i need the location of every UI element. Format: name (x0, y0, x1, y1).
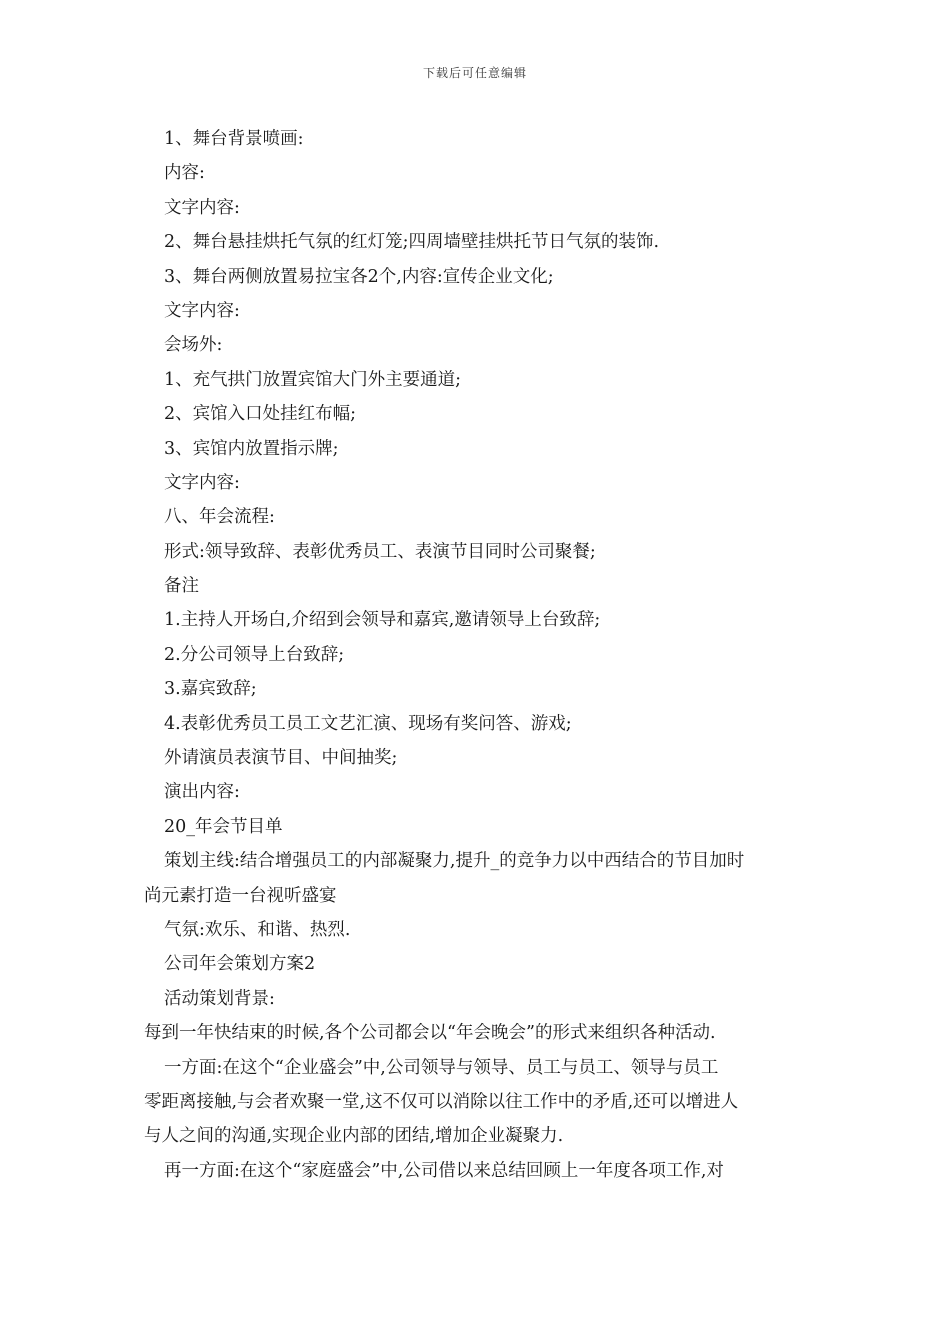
paragraph-line: 八、年会流程: (164, 507, 275, 528)
document-body (144, 122, 814, 1188)
paragraph-line: 活动策划背景: (164, 988, 275, 1009)
paragraph-line: 零距离接触,与会者欢聚一堂,这不仅可以消除以往工作中的矛盾,还可以增进人 (144, 1091, 739, 1112)
paragraph-line: 1、充气拱门放置宾馆大门外主要通道; (164, 369, 462, 390)
paragraph-line: 2、宾馆入口处挂红布幅; (164, 404, 357, 425)
paragraph-line: 3、宾馆内放置指示牌; (164, 438, 339, 459)
paragraph-line: 1、舞台背景喷画: (164, 129, 304, 149)
paragraph-line: 再一方面:在这个“家庭盛会”中,公司借以来总结回顾上一年度各项工作,对 (164, 1160, 724, 1181)
paragraph-line: 备注 (164, 576, 199, 597)
paragraph-line: 形式:领导致辞、表彰优秀员工、表演节目同时公司聚餐; (164, 541, 596, 562)
paragraph-line: 一方面:在这个“企业盛会”中,公司领导与领导、员工与员工、领导与员工 (164, 1057, 719, 1078)
paragraph-line: 会场外: (164, 335, 223, 356)
paragraph-line: 4.表彰优秀员工员工文艺汇演、现场有奖问答、游戏; (164, 713, 572, 734)
paragraph-line: 文字内容: (164, 197, 240, 218)
paragraph-line: 策划主线:结合增强员工的内部凝聚力,提升_的竞争力以中西结合的节目加时 (164, 851, 745, 872)
paragraph-line: 3、舞台两侧放置易拉宝各2个,内容:宣传企业文化; (164, 266, 554, 287)
paragraph-line: 演出内容: (164, 782, 240, 803)
paragraph-line: 气氛:欢乐、和谐、热烈. (164, 919, 351, 940)
paragraph-line: 尚元素打造一台视听盛宴 (144, 885, 337, 906)
paragraph-line: 2、舞台悬挂烘托气氛的红灯笼;四周墙壁挂烘托节日气氛的装饰. (164, 232, 660, 253)
paragraph-line: 20_年会节目单 (164, 816, 283, 837)
paragraph-line: 文字内容: (164, 472, 240, 493)
paragraph-line: 外请演员表演节目、中间抽奖; (164, 748, 398, 769)
paragraph-line: 1.主持人开场白,介绍到会领导和嘉宾,邀请领导上台致辞; (164, 610, 601, 631)
page-header: 下载后可任意编辑 (422, 66, 527, 80)
paragraph-line: 与人之间的沟通,实现企业内部的团结,增加企业凝聚力. (144, 1126, 564, 1147)
paragraph-line: 内容: (164, 163, 205, 184)
paragraph-line: 每到一年快结束的时候,各个公司都会以“年会晚会”的形式来组织各种活动. (144, 1023, 716, 1044)
paragraph-line: 公司年会策划方案2 (164, 954, 316, 975)
paragraph-line: 2.分公司领导上台致辞; (164, 644, 345, 665)
paragraph-line: 3.嘉宾致辞; (164, 679, 257, 700)
paragraph-line: 文字内容: (164, 300, 240, 321)
